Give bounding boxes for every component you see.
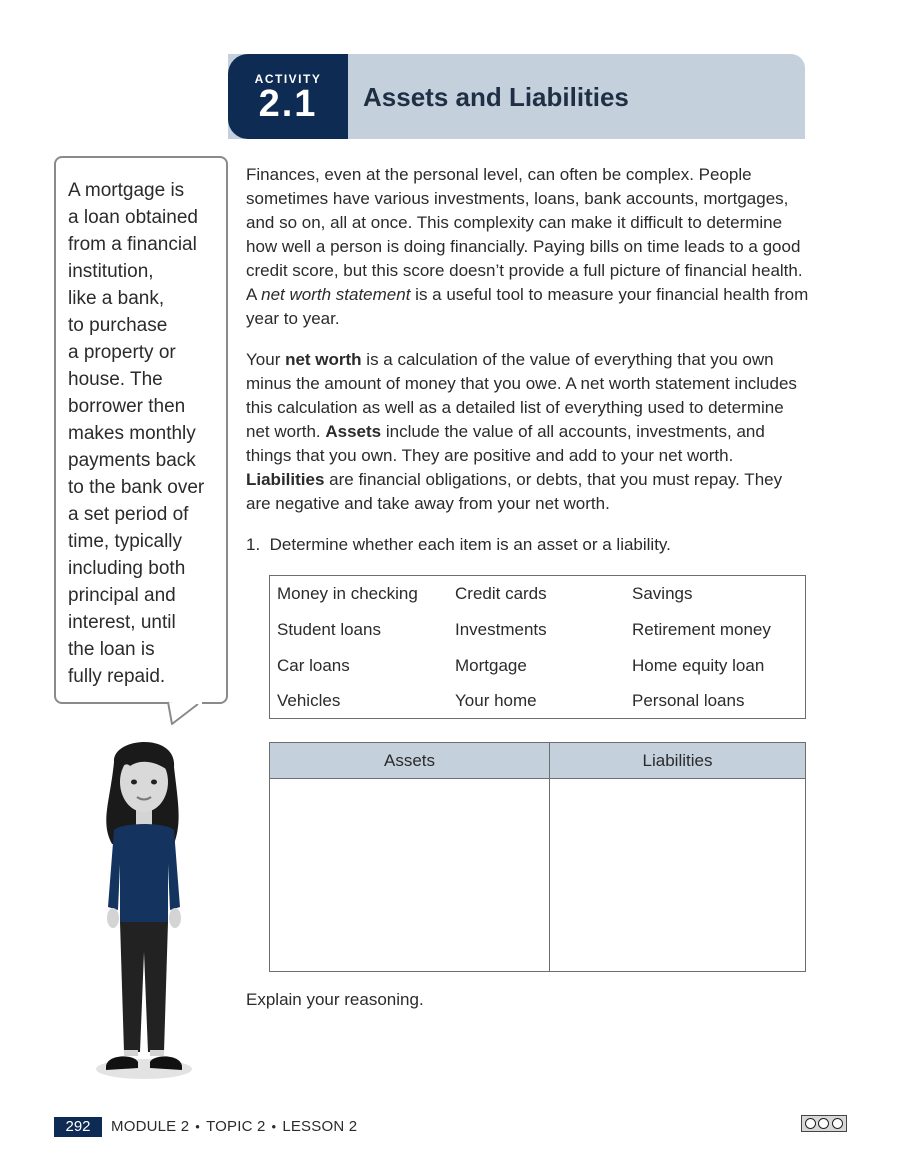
net-worth-statement-term: net worth statement <box>261 285 411 304</box>
callout-line: principal and <box>68 585 176 606</box>
item-vehicles: Vehicles <box>277 691 341 710</box>
bullet-separator: • <box>195 1119 201 1134</box>
breadcrumb-lesson: LESSON 2 <box>282 1118 358 1135</box>
item-your-home: Your home <box>455 691 537 710</box>
callout-line: time, typically <box>68 531 183 552</box>
callout-line: to the bank over <box>68 477 205 498</box>
callout-line: like a bank, <box>68 288 165 309</box>
assets-answer-area[interactable] <box>270 780 549 971</box>
breadcrumb-module: MODULE 2 <box>111 1118 190 1135</box>
callout-line: payments back <box>68 450 196 471</box>
callout-line: including both <box>68 558 186 579</box>
paragraph-text: is a calculation of the value of everything that you own minus the amount of money that you owe. A net worth statement includes this calculation as well as a detailed list of everything used to determine net worth. <box>246 350 797 441</box>
page-number: 292 <box>54 1117 102 1137</box>
assets-column-header: Assets <box>270 743 549 779</box>
item-personal-loans: Personal loans <box>632 691 745 710</box>
callout-line: borrower then <box>68 396 186 417</box>
cc-icon <box>805 1118 816 1129</box>
callout-tail <box>166 700 230 726</box>
callout-line: interest, until <box>68 612 176 633</box>
explain-prompt: Explain your reasoning. <box>246 990 424 1009</box>
intro-paragraph <box>246 163 811 331</box>
item-mortgage: Mortgage <box>455 656 527 675</box>
liabilities-column-header: Liabilities <box>550 743 805 779</box>
callout-line: institution, <box>68 261 154 282</box>
items-word-bank <box>269 575 806 719</box>
noncommercial-icon <box>832 1118 843 1129</box>
callout-line: house. The <box>68 369 163 390</box>
paragraph-text: include the value of all accounts, investments, and things that you own. They are positive and add to your net worth. <box>246 422 765 465</box>
activity-badge <box>228 54 348 139</box>
callout-line: a loan obtained <box>68 207 198 228</box>
question-1 <box>246 533 811 557</box>
callout-line: a property or <box>68 342 176 363</box>
liabilities-term: Liabilities <box>246 470 325 489</box>
item-student-loans: Student loans <box>277 620 381 639</box>
activity-title: Assets and Liabilities <box>363 82 629 112</box>
item-money-in-checking: Money in checking <box>277 584 418 603</box>
paragraph-text: Finances, even at the personal level, can often be complex. People sometimes have various investments, loans, bank accounts, mortgages, and so on, all at once. This complexity can make it difficult to determine how well a person is doing financially. Paying bills on time leads to a good credit score, but this score doesn’t provide a full picture of financial health. A <box>246 165 803 304</box>
item-home-equity-loan: Home equity loan <box>632 656 765 675</box>
activity-number: 2.1 <box>258 83 318 125</box>
paragraph-text: is a useful tool to measure your financial health from year to year. <box>246 285 809 328</box>
paragraph-text: Your <box>246 350 286 369</box>
callout-line: makes monthly <box>68 423 196 444</box>
callout-line: fully repaid. <box>68 666 166 687</box>
callout-line: A mortgage is <box>68 180 185 201</box>
callout-line: a set period of <box>68 504 189 525</box>
definitions-paragraph <box>246 348 811 516</box>
liabilities-answer-area[interactable] <box>550 780 805 971</box>
item-car-loans: Car loans <box>277 656 350 675</box>
item-investments: Investments <box>455 620 547 639</box>
item-retirement-money: Retirement money <box>632 620 771 639</box>
mortgage-callout <box>54 156 228 704</box>
bullet-separator: • <box>271 1119 277 1134</box>
paragraph-text: are financial obligations, or debts, that you must repay. They are negative and take away from your net worth. <box>246 470 783 513</box>
student-character-illustration <box>82 732 212 1082</box>
breadcrumb-topic: TOPIC 2 <box>206 1118 266 1135</box>
attribution-icon <box>818 1118 829 1129</box>
item-savings: Savings <box>632 584 693 603</box>
callout-line: the loan is <box>68 639 155 660</box>
net-worth-term: net worth <box>285 350 362 369</box>
callout-line: to purchase <box>68 315 168 336</box>
question-text: Determine whether each item is an asset or a liability. <box>269 535 671 554</box>
creative-commons-license-icon <box>801 1115 847 1132</box>
breadcrumb <box>111 1118 357 1135</box>
callout-line: from a financial <box>68 234 197 255</box>
item-credit-cards: Credit cards <box>455 584 547 603</box>
assets-liabilities-table <box>269 742 806 972</box>
question-number: 1. <box>246 535 261 554</box>
activity-label: ACTIVITY <box>254 72 322 86</box>
assets-term: Assets <box>325 422 382 441</box>
